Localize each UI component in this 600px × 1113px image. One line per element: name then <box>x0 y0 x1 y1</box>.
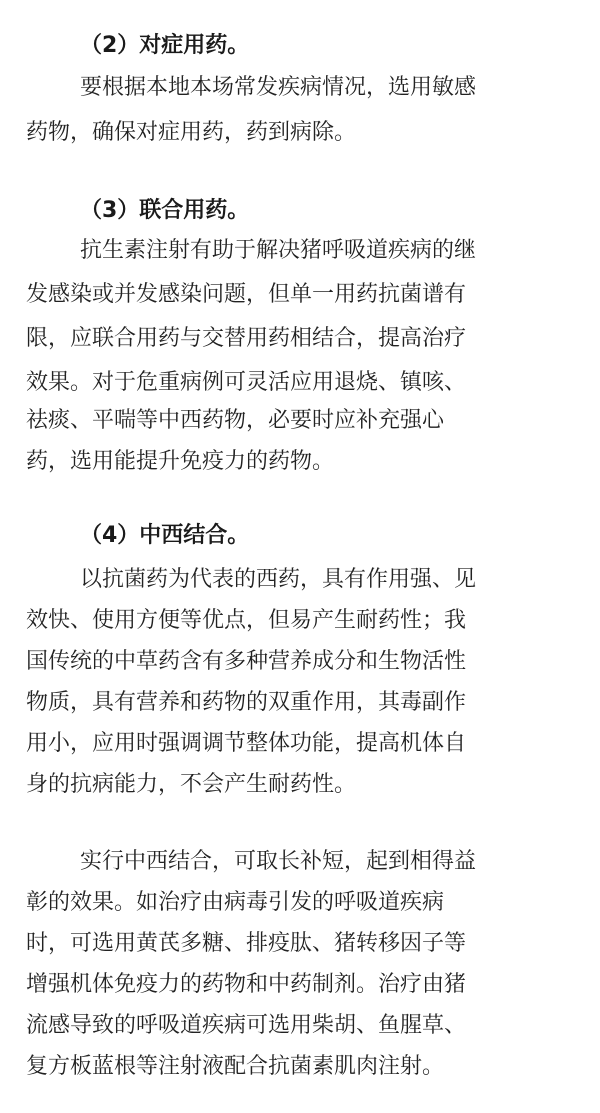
paragraph-line: 彰的效果。如治疗由病毒引发的呼吸道疾病 <box>26 890 445 915</box>
section-heading-3: （3）联合用药。 <box>80 198 250 223</box>
paragraph-line: 复方板蓝根等注射液配合抗菌素肌肉注射。 <box>26 1054 445 1079</box>
paragraph-line: 以抗菌药为代表的西药，具有作用强、见 <box>80 567 477 592</box>
paragraph-line: 效快、使用方便等优点，但易产生耐药性；我 <box>26 608 467 633</box>
paragraph-line: 抗生素注射有助于解决猪呼吸道疾病的继 <box>80 238 477 263</box>
paragraph-line: 时，可选用黄芪多糖、排疫肽、猪转移因子等 <box>26 931 467 956</box>
paragraph-line: 国传统的中草药含有多种营养成分和生物活性 <box>26 649 467 674</box>
paragraph-line: 祛痰、平喘等中西药物，必要时应补充强心 <box>26 408 445 433</box>
paragraph-line: 要根据本地本场常发疾病情况，选用敏感 <box>80 75 477 100</box>
paragraph-line: 限，应联合用药与交替用药相结合，提高治疗 <box>26 326 467 351</box>
section-heading-4: （4）中西结合。 <box>80 523 250 548</box>
paragraph-line: 药物，确保对症用药，药到病除。 <box>26 120 357 145</box>
paragraph-line: 增强机体免疫力的药物和中药制剂。治疗由猪 <box>26 972 467 997</box>
paragraph-line: 实行中西结合，可取长补短，起到相得益 <box>80 849 477 874</box>
paragraph-line: 用小，应用时强调调节整体功能，提高机体自 <box>26 731 467 756</box>
paragraph-line: 效果。对于危重病例可灵活应用退烧、镇咳、 <box>26 370 467 395</box>
paragraph-line: 药，选用能提升免疫力的药物。 <box>26 449 335 474</box>
paragraph-line: 物质，具有营养和药物的双重作用，其毒副作 <box>26 690 467 715</box>
paragraph-line: 流感导致的呼吸道疾病可选用柴胡、鱼腥草、 <box>26 1013 467 1038</box>
paragraph-line: 身的抗病能力，不会产生耐药性。 <box>26 772 357 797</box>
section-heading-2: （2）对症用药。 <box>80 33 250 58</box>
paragraph-line: 发感染或并发感染问题，但单一用药抗菌谱有 <box>26 282 467 307</box>
